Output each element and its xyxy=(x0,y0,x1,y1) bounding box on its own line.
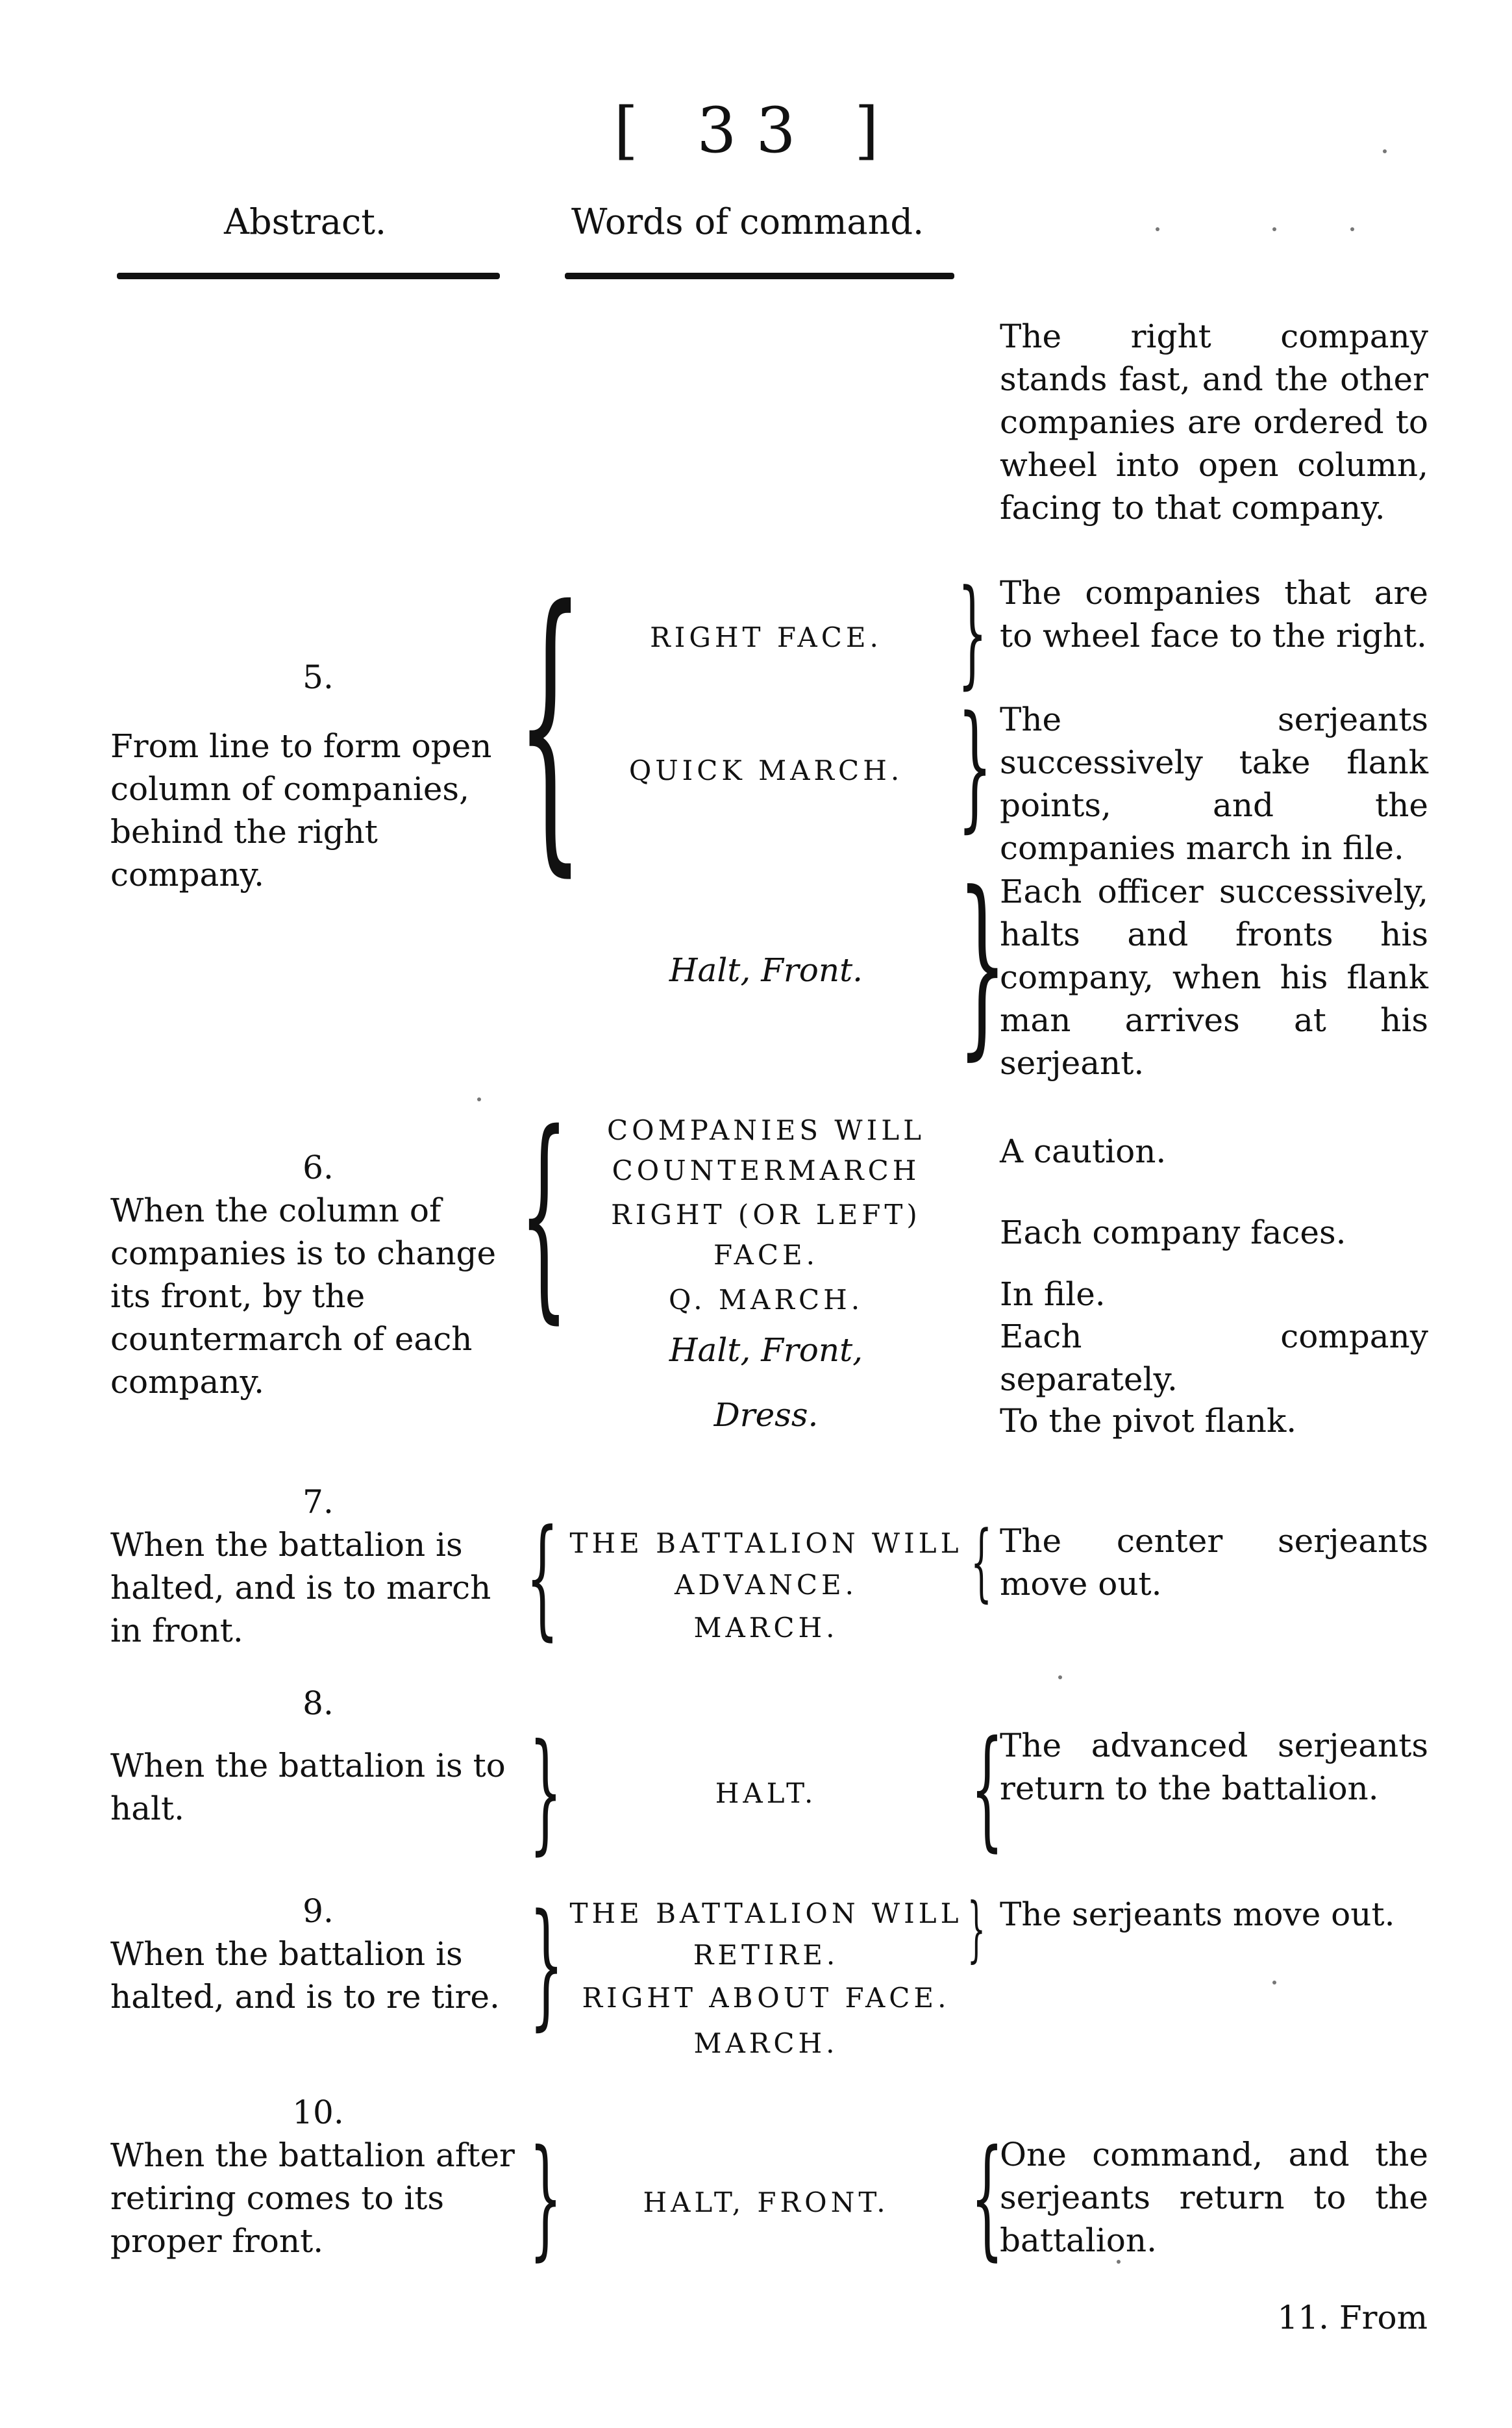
section-5-abstract xyxy=(110,656,526,896)
right-brace: } xyxy=(958,565,987,701)
catchword: 11. From xyxy=(1277,2299,1428,2336)
command-halt-front-final: HALT, FRONT. xyxy=(643,2186,889,2218)
section-10-abstract xyxy=(110,2091,526,2262)
section-number: 7. xyxy=(303,1483,334,1521)
explanation-5c: Each officer successively, halts and fronts his company, when his flank man arrives at his serjeant. xyxy=(1000,873,1428,1082)
section-number: 5. xyxy=(303,658,334,696)
right-brace: } xyxy=(529,1716,562,1868)
print-speck xyxy=(1272,227,1276,231)
print-speck xyxy=(1156,227,1159,231)
explanation-9: The serjeants move out. xyxy=(1000,1896,1395,1933)
left-brace: { xyxy=(971,1713,1004,1864)
section-7-abstract xyxy=(110,1481,526,1652)
command-quick-march: QUICK MARCH. xyxy=(628,755,904,786)
explanation-6c: In file. xyxy=(1000,1275,1106,1313)
command-march: MARCH. xyxy=(693,1612,839,1644)
section-8-abstract xyxy=(110,1682,526,1830)
right-brace: } xyxy=(967,1887,985,1970)
section-number: 9. xyxy=(303,1892,334,1930)
right-brace: } xyxy=(529,1884,564,2044)
left-brace: { xyxy=(516,546,584,901)
right-brace: } xyxy=(958,686,993,845)
explanation-6a: A caution. xyxy=(1000,1133,1167,1170)
column-header-commands: Words of command. xyxy=(571,201,924,242)
right-brace: } xyxy=(529,2122,562,2273)
explanation-6d: Each company separately. xyxy=(1000,1318,1428,1398)
print-speck xyxy=(1350,227,1354,231)
command-countermarch: COMPANIES WILL COUNTERMARCH xyxy=(607,1114,925,1186)
explanation-6b: Each company faces. xyxy=(1000,1214,1346,1251)
section-number: 6. xyxy=(303,1149,334,1186)
explanation-10: One command, and the serjeants return to the battalion. xyxy=(1000,2136,1428,2259)
command-halt-front-dress: Halt, Front, xyxy=(669,1331,863,1369)
abstract-text: When the battalion is halted, and is to march in front. xyxy=(110,1526,491,1649)
command-halt: HALT. xyxy=(715,1777,817,1809)
command-dress: Dress. xyxy=(713,1396,819,1434)
command-march-retire: MARCH. xyxy=(693,2027,839,2059)
command-right-left-face: RIGHT (OR LEFT) FACE. xyxy=(611,1199,921,1271)
command-battalion-retire: THE BATTALION WILL RETIRE. xyxy=(569,1897,963,1971)
left-brace: { xyxy=(526,1502,559,1653)
left-brace: { xyxy=(971,2122,1004,2273)
print-speck xyxy=(1383,149,1387,153)
command-battalion-advance: THE BATTALION WILL ADVANCE. xyxy=(569,1527,963,1601)
right-brace: } xyxy=(958,851,1008,1077)
command-halt-front: Halt, Front. xyxy=(669,951,863,989)
left-brace: { xyxy=(971,1512,993,1611)
section-9-abstract xyxy=(110,1890,526,2018)
left-brace: { xyxy=(519,1086,569,1343)
section-number: 8. xyxy=(303,1684,334,1722)
print-speck xyxy=(1117,2260,1121,2264)
column-header-abstract: Abstract. xyxy=(224,201,387,242)
header-rule-abstract xyxy=(117,273,500,279)
intro-explanation xyxy=(1000,315,1428,529)
header-rule-commands xyxy=(565,273,954,279)
page-number: [ 33 ] xyxy=(613,94,899,167)
print-speck xyxy=(1272,1981,1276,1984)
explanation-8: The advanced serjeants return to the battalion. xyxy=(1000,1727,1428,1807)
section-number: 10. xyxy=(292,2094,344,2131)
abstract-text: From line to form open column of companies, behind the right company. xyxy=(110,727,492,894)
abstract-text: When the battalion is halted, and is to re tire. xyxy=(110,1935,500,2016)
explanation-5a: The companies that are to wheel face to the right. xyxy=(1000,574,1428,655)
abstract-text: When the column of companies is to change its front, by the countermarch of each company. xyxy=(110,1192,497,1401)
command-right-about-face: RIGHT ABOUT FACE. xyxy=(582,1982,950,2014)
command-q-march: Q. MARCH. xyxy=(668,1284,864,1316)
abstract-text: When the battalion is to halt. xyxy=(110,1747,506,1827)
abstract-text: When the battalion after retiring comes to its proper front. xyxy=(110,2136,515,2260)
explanation-6e: To the pivot flank. xyxy=(1000,1402,1297,1440)
print-speck xyxy=(477,1097,481,1101)
print-speck xyxy=(1058,1675,1062,1679)
intro-text: The right company stands fast, and the other companies are ordered to wheel into open column, facing to that company. xyxy=(1000,318,1428,527)
command-right-face: RIGHT FACE. xyxy=(650,621,882,653)
section-6-abstract xyxy=(110,1146,526,1403)
explanation-7: The center serjeants move out. xyxy=(1000,1522,1428,1603)
explanation-5b: The serjeants successively take flank points, and the companies march in file. xyxy=(1000,701,1428,867)
